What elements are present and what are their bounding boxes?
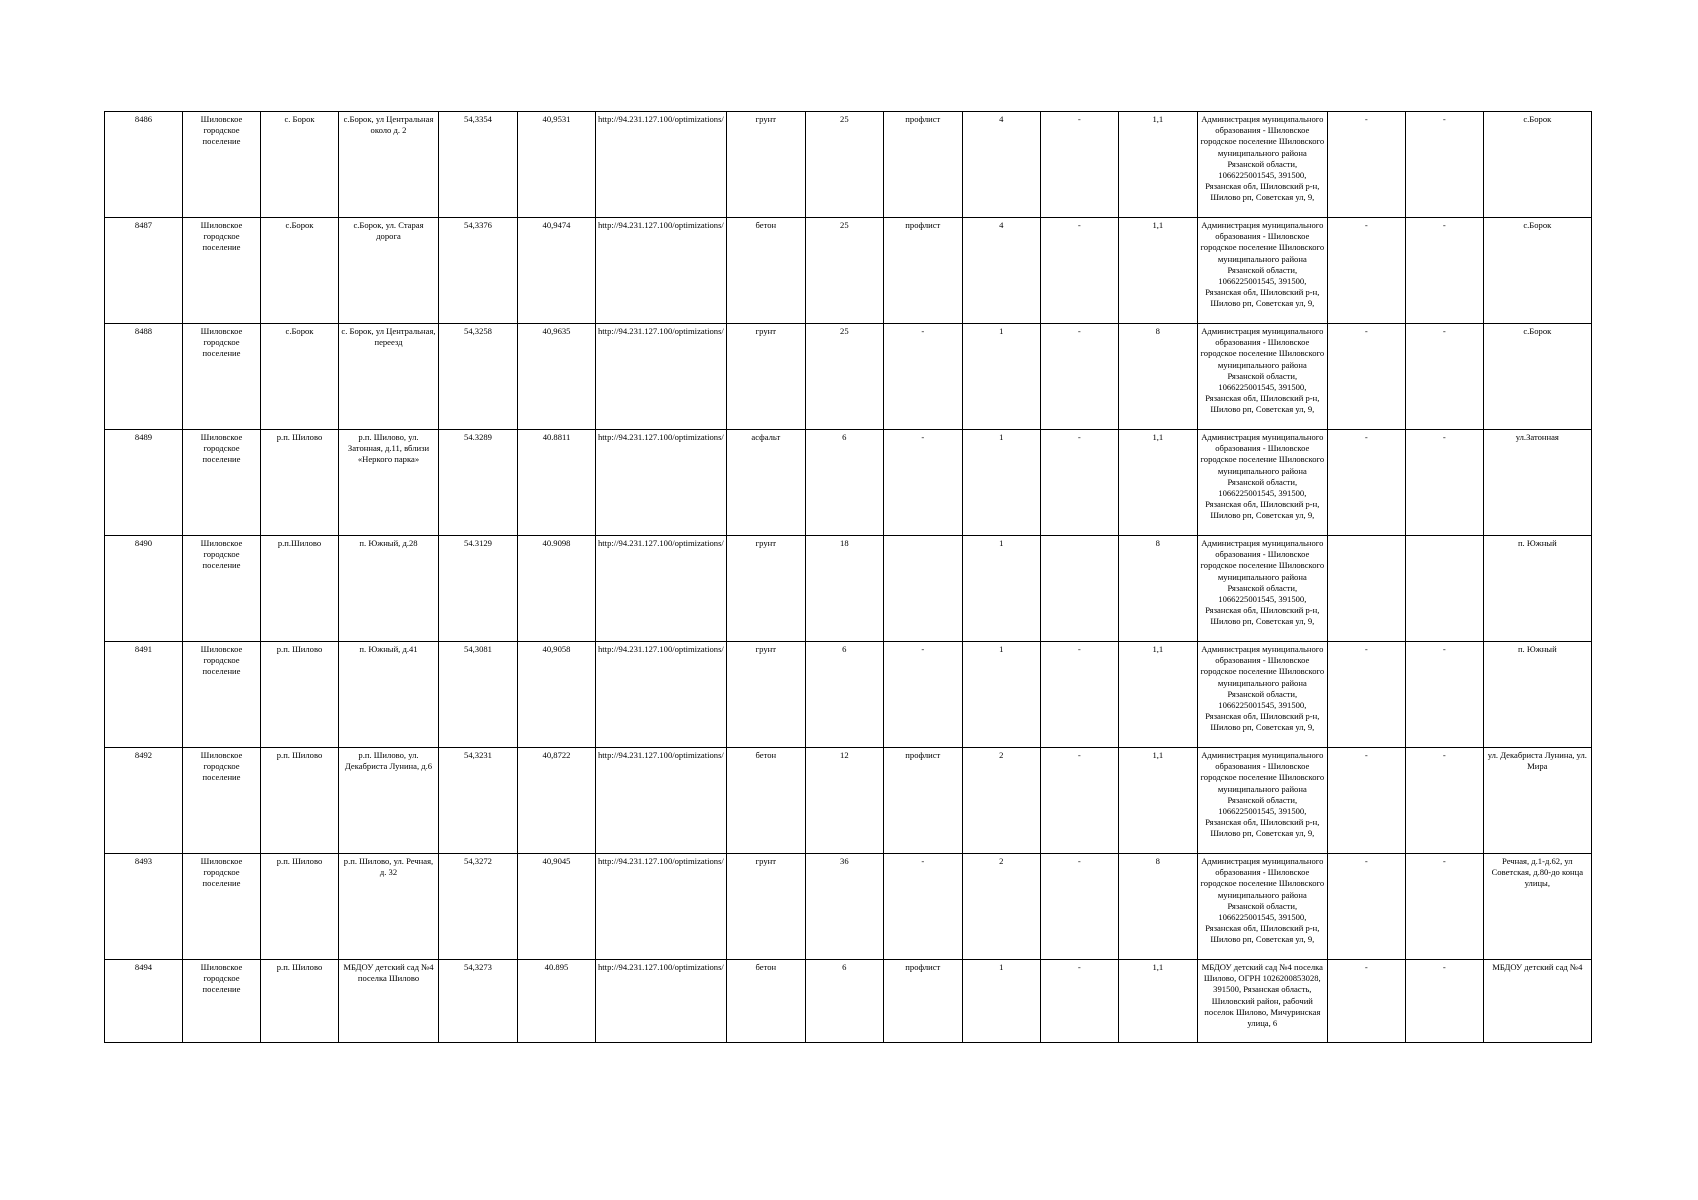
row-number: 8494 — [105, 960, 183, 1043]
address-cell: МБДОУ детский сад №4 поселка Шилово — [339, 960, 439, 1043]
row-number: 8488 — [105, 324, 183, 430]
waste-sources-cell: ул.Затонная — [1483, 430, 1591, 536]
address-cell: с.Борок, ул. Старая дорога — [339, 218, 439, 324]
area-cell: 25 — [805, 218, 883, 324]
container-count-cell: 4 — [962, 112, 1040, 218]
column-15-cell — [1327, 536, 1405, 642]
settlement-cell: Шиловское городское поселение — [183, 112, 261, 218]
fence-cell: профлист — [883, 748, 962, 854]
area-cell: 25 — [805, 112, 883, 218]
latitude-cell: 54,3376 — [439, 218, 518, 324]
owner-cell: Администрация муниципального образования - Шиловское городское поселение Шиловского муниципального района Рязанской области, 1066225001545, 391500, Рязанская обл, Шиловский р-н, Шилово рп, Советская ул, 9, — [1197, 748, 1327, 854]
volume-cell: 1,1 — [1118, 218, 1197, 324]
waste-sources-cell: МБДОУ детский сад №4 — [1483, 960, 1591, 1043]
waste-sources-cell: п. Южный — [1483, 642, 1591, 748]
longitude-cell: 40,9045 — [518, 854, 596, 960]
volume-cell: 1,1 — [1118, 430, 1197, 536]
table-row — [105, 112, 1592, 218]
owner-cell: Администрация муниципального образования - Шиловское городское поселение Шиловского муниципального района Рязанской области, 1066225001545, 391500, Рязанская обл, Шиловский р-н, Шилово рп, Советская ул, 9, — [1197, 536, 1327, 642]
column-16-cell: - — [1405, 324, 1483, 430]
owner-cell: Администрация муниципального образования - Шиловское городское поселение Шиловского муниципального района Рязанской области, 1066225001545, 391500, Рязанская обл, Шиловский р-н, Шилово рп, Советская ул, 9, — [1197, 642, 1327, 748]
waste-sources-cell: п. Южный — [1483, 536, 1591, 642]
surface-cell: грунт — [726, 536, 805, 642]
registry-rows — [105, 112, 1592, 1043]
address-cell: с.Борок, ул Центральная около д. 2 — [339, 112, 439, 218]
fence-cell: - — [883, 324, 962, 430]
settlement-cell: Шиловское городское поселение — [183, 960, 261, 1043]
latitude-cell: 54,3081 — [439, 642, 518, 748]
locality-cell: р.п. Шилово — [261, 960, 339, 1043]
locality-cell: с. Борок — [261, 112, 339, 218]
latitude-cell: 54,3231 — [439, 748, 518, 854]
fence-cell: профлист — [883, 960, 962, 1043]
surface-cell: бетон — [726, 748, 805, 854]
waste-sources-cell: Речная, д.1-д.62, ул Советская, д.80-до конца улицы, — [1483, 854, 1591, 960]
table-row — [105, 218, 1592, 324]
url-cell: http://94.231.127.100/optimizations/ — [596, 642, 727, 748]
url-cell: http://94.231.127.100/optimizations/ — [596, 536, 727, 642]
surface-cell: бетон — [726, 218, 805, 324]
planned-count-cell: - — [1040, 854, 1118, 960]
settlement-cell: Шиловское городское поселение — [183, 642, 261, 748]
volume-cell: 8 — [1118, 536, 1197, 642]
longitude-cell: 40,9474 — [518, 218, 596, 324]
table-row — [105, 642, 1592, 748]
latitude-cell: 54,3273 — [439, 960, 518, 1043]
planned-count-cell — [1040, 536, 1118, 642]
column-15-cell: - — [1327, 218, 1405, 324]
url-cell: http://94.231.127.100/optimizations/ — [596, 324, 727, 430]
registry-table — [104, 111, 1592, 1043]
locality-cell: р.п. Шилово — [261, 430, 339, 536]
owner-cell: Администрация муниципального образования - Шиловское городское поселение Шиловского муниципального района Рязанской области, 1066225001545, 391500, Рязанская обл, Шиловский р-н, Шилово рп, Советская ул, 9, — [1197, 430, 1327, 536]
column-15-cell: - — [1327, 430, 1405, 536]
settlement-cell: Шиловское городское поселение — [183, 324, 261, 430]
area-cell: 6 — [805, 642, 883, 748]
planned-count-cell: - — [1040, 218, 1118, 324]
column-16-cell — [1405, 536, 1483, 642]
planned-count-cell: - — [1040, 112, 1118, 218]
row-number: 8486 — [105, 112, 183, 218]
area-cell: 18 — [805, 536, 883, 642]
container-count-cell: 4 — [962, 218, 1040, 324]
surface-cell: грунт — [726, 324, 805, 430]
volume-cell: 1,1 — [1118, 960, 1197, 1043]
area-cell: 6 — [805, 430, 883, 536]
latitude-cell: 54,3258 — [439, 324, 518, 430]
url-cell: http://94.231.127.100/optimizations/ — [596, 112, 727, 218]
address-cell: р.п. Шилово, ул. Декабриста Лунина, д.6 — [339, 748, 439, 854]
area-cell: 12 — [805, 748, 883, 854]
latitude-cell: 54.3129 — [439, 536, 518, 642]
row-number: 8492 — [105, 748, 183, 854]
column-15-cell: - — [1327, 854, 1405, 960]
latitude-cell: 54,3272 — [439, 854, 518, 960]
longitude-cell: 40.9098 — [518, 536, 596, 642]
url-cell: http://94.231.127.100/optimizations/ — [596, 854, 727, 960]
column-16-cell: - — [1405, 748, 1483, 854]
fence-cell — [883, 536, 962, 642]
volume-cell: 8 — [1118, 324, 1197, 430]
table-row — [105, 960, 1592, 1043]
longitude-cell: 40,8722 — [518, 748, 596, 854]
planned-count-cell: - — [1040, 960, 1118, 1043]
fence-cell: - — [883, 430, 962, 536]
column-16-cell: - — [1405, 430, 1483, 536]
column-15-cell: - — [1327, 324, 1405, 430]
container-count-cell: 1 — [962, 536, 1040, 642]
address-cell: с. Борок, ул Центральная, переезд — [339, 324, 439, 430]
locality-cell: р.п. Шилово — [261, 748, 339, 854]
container-count-cell: 1 — [962, 430, 1040, 536]
locality-cell: с.Борок — [261, 324, 339, 430]
fence-cell: профлист — [883, 218, 962, 324]
container-count-cell: 1 — [962, 642, 1040, 748]
column-16-cell: - — [1405, 642, 1483, 748]
row-number: 8493 — [105, 854, 183, 960]
settlement-cell: Шиловское городское поселение — [183, 536, 261, 642]
owner-cell: МБДОУ детский сад №4 поселка Шилово, ОГРН 1026200853028, 391500, Рязанская область, Шиловский район, рабочий поселок Шилово, Мичуринская улица, 6 — [1197, 960, 1327, 1043]
owner-cell: Администрация муниципального образования - Шиловское городское поселение Шиловского муниципального района Рязанской области, 1066225001545, 391500, Рязанская обл, Шиловский р-н, Шилово рп, Советская ул, 9, — [1197, 218, 1327, 324]
column-15-cell: - — [1327, 960, 1405, 1043]
column-16-cell: - — [1405, 854, 1483, 960]
url-cell: http://94.231.127.100/optimizations/ — [596, 430, 727, 536]
container-count-cell: 2 — [962, 854, 1040, 960]
settlement-cell: Шиловское городское поселение — [183, 748, 261, 854]
row-number: 8489 — [105, 430, 183, 536]
surface-cell: грунт — [726, 854, 805, 960]
owner-cell: Администрация муниципального образования - Шиловское городское поселение Шиловского муниципального района Рязанской области, 1066225001545, 391500, Рязанская обл, Шиловский р-н, Шилово рп, Советская ул, 9, — [1197, 324, 1327, 430]
surface-cell: грунт — [726, 642, 805, 748]
longitude-cell: 40,9058 — [518, 642, 596, 748]
settlement-cell: Шиловское городское поселение — [183, 430, 261, 536]
table-row — [105, 748, 1592, 854]
locality-cell: р.п. Шилово — [261, 642, 339, 748]
waste-sources-cell: с.Борок — [1483, 324, 1591, 430]
area-cell: 25 — [805, 324, 883, 430]
waste-sources-cell: с.Борок — [1483, 112, 1591, 218]
longitude-cell: 40,9531 — [518, 112, 596, 218]
surface-cell: грунт — [726, 112, 805, 218]
planned-count-cell: - — [1040, 430, 1118, 536]
table-row — [105, 430, 1592, 536]
planned-count-cell: - — [1040, 324, 1118, 430]
url-cell: http://94.231.127.100/optimizations/ — [596, 748, 727, 854]
fence-cell: профлист — [883, 112, 962, 218]
volume-cell: 1,1 — [1118, 642, 1197, 748]
longitude-cell: 40,9635 — [518, 324, 596, 430]
longitude-cell: 40.895 — [518, 960, 596, 1043]
area-cell: 6 — [805, 960, 883, 1043]
url-cell: http://94.231.127.100/optimizations/ — [596, 960, 727, 1043]
volume-cell: 1,1 — [1118, 748, 1197, 854]
table-row — [105, 324, 1592, 430]
column-15-cell: - — [1327, 748, 1405, 854]
container-count-cell: 1 — [962, 960, 1040, 1043]
address-cell: п. Южный, д.28 — [339, 536, 439, 642]
owner-cell: Администрация муниципального образования - Шиловское городское поселение Шиловского муниципального района Рязанской области, 1066225001545, 391500, Рязанская обл, Шиловский р-н, Шилово рп, Советская ул, 9, — [1197, 854, 1327, 960]
planned-count-cell: - — [1040, 642, 1118, 748]
locality-cell: с.Борок — [261, 218, 339, 324]
settlement-cell: Шиловское городское поселение — [183, 854, 261, 960]
volume-cell: 1,1 — [1118, 112, 1197, 218]
column-16-cell: - — [1405, 960, 1483, 1043]
planned-count-cell: - — [1040, 748, 1118, 854]
fence-cell: - — [883, 854, 962, 960]
column-15-cell: - — [1327, 642, 1405, 748]
surface-cell: бетон — [726, 960, 805, 1043]
table-row — [105, 854, 1592, 960]
address-cell: п. Южный, д.41 — [339, 642, 439, 748]
table-row — [105, 536, 1592, 642]
url-cell: http://94.231.127.100/optimizations/ — [596, 218, 727, 324]
column-16-cell: - — [1405, 218, 1483, 324]
waste-sources-cell: ул. Декабриста Лунина, ул. Мира — [1483, 748, 1591, 854]
waste-sources-cell: с.Борок — [1483, 218, 1591, 324]
locality-cell: р.п.Шилово — [261, 536, 339, 642]
container-count-cell: 1 — [962, 324, 1040, 430]
owner-cell: Администрация муниципального образования - Шиловское городское поселение Шиловского муниципального района Рязанской области, 1066225001545, 391500, Рязанская обл, Шиловский р-н, Шилово рп, Советская ул, 9, — [1197, 112, 1327, 218]
row-number: 8491 — [105, 642, 183, 748]
longitude-cell: 40.8811 — [518, 430, 596, 536]
locality-cell: р.п. Шилово — [261, 854, 339, 960]
row-number: 8490 — [105, 536, 183, 642]
row-number: 8487 — [105, 218, 183, 324]
area-cell: 36 — [805, 854, 883, 960]
latitude-cell: 54,3354 — [439, 112, 518, 218]
fence-cell: - — [883, 642, 962, 748]
address-cell: р.п. Шилово, ул. Речная, д. 32 — [339, 854, 439, 960]
latitude-cell: 54.3289 — [439, 430, 518, 536]
surface-cell: асфальт — [726, 430, 805, 536]
address-cell: р.п. Шилово, ул. Затонная, д.11, вблизи «Неркого парка» — [339, 430, 439, 536]
container-count-cell: 2 — [962, 748, 1040, 854]
column-16-cell: - — [1405, 112, 1483, 218]
column-15-cell: - — [1327, 112, 1405, 218]
settlement-cell: Шиловское городское поселение — [183, 218, 261, 324]
volume-cell: 8 — [1118, 854, 1197, 960]
